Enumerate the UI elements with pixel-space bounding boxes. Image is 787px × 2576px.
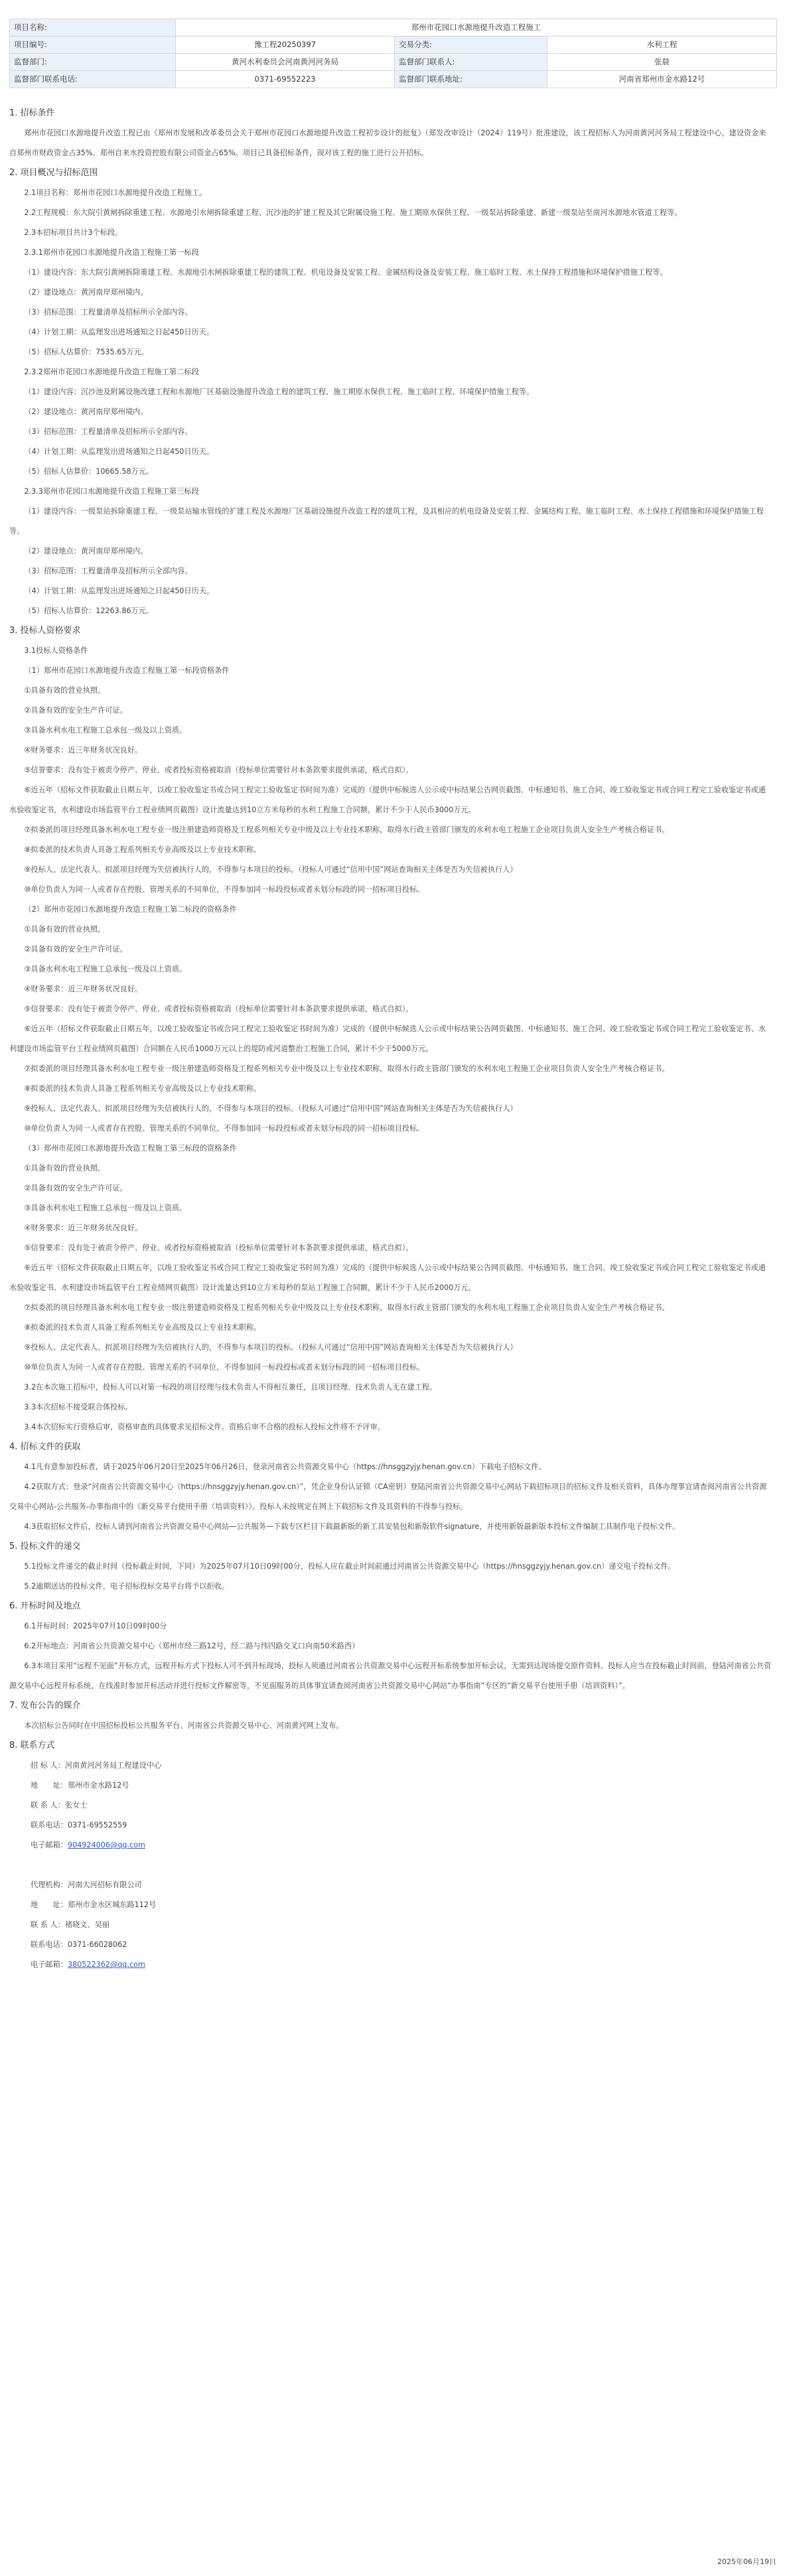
paragraph: ⑧拟委派的技术负责人具备工程系列相关专业高级及以上专业技术职称。 xyxy=(24,845,261,854)
paragraph: ⑦拟委派的项目经理具备水利水电工程专业一级注册建造师资格及工程系列相关专业中级及以上专业技术职称，取得水行政主管部门颁发的水利水电工程施工企业项目负责人安全生产考核合格证书。 xyxy=(24,1064,670,1073)
section-heading: 1. 招标条件 xyxy=(9,108,55,118)
project-name-label: 项目名称: xyxy=(10,19,176,36)
paragraph: （2）建设地点：黄河南岸郑州境内。 xyxy=(24,547,148,555)
paragraph: ⑨投标人、法定代表人、拟派项目经理为失信被执行人的，不得参与本项目的投标。（投标人可通过“信用中国”网站查询相关主体是否为失信被执行人） xyxy=(24,1343,518,1352)
announcement-body xyxy=(9,104,772,1975)
paragraph: 6.2开标地点：河南省公共资源交易中心（郑州市经三路12号，经二路与纬四路交叉口向南50米路西） xyxy=(24,1642,360,1650)
paragraph: ②具备有效的安全生产许可证。 xyxy=(24,706,127,715)
paragraph: （5）招标人估算价：12263.86万元。 xyxy=(24,607,154,615)
agency-phone: 联系电话：0371-66028062 xyxy=(31,1940,127,1949)
paragraph: 本次招标公告同时在中国招标投标公共服务平台、河南省公共资源交易中心、河南黄河网上发布。 xyxy=(24,1721,344,1730)
paragraph: （1）建设内容：一级泵站拆除重建工程、一级泵站输水管线的扩建工程及水源地厂区基础设施提升改造工程的建筑工程，及其相应的机电设备及安装工程、金属结构工程、施工临时工程、水土保持工程措施和环境保护措施工程等。 xyxy=(9,507,764,536)
paragraph: ③具备水利水电工程施工总承包一级及以上资质。 xyxy=(24,1204,187,1212)
tenderer-name: 招 标 人：河南黄河河务局工程建设中心 xyxy=(31,1761,162,1770)
supervisor-address-label: 监督部门联系地址: xyxy=(395,71,547,88)
paragraph: （3）招标范围：工程量清单及招标所示全部内容。 xyxy=(24,427,192,436)
paragraph: （1）建设内容：东大院引黄闸拆除重建工程、水源地引水闸拆除重建工程的建筑工程、机电设备及安装工程、金属结构设备及安装工程、施工临时工程、水土保持工程措施和环境保护措施工程等。 xyxy=(24,268,668,277)
paragraph: ⑨投标人、法定代表人、拟派项目经理为失信被执行人的，不得参与本项目的投标。（投标人可通过“信用中国”网站查询相关主体是否为失信被执行人） xyxy=(24,865,518,874)
paragraph: ③具备水利水电工程施工总承包一级及以上资质。 xyxy=(24,965,187,973)
tenderer-email-row xyxy=(9,1835,772,1855)
paragraph: （5）招标人估算价：7535.65万元。 xyxy=(24,348,149,356)
email-label: 电子邮箱： xyxy=(31,1960,68,1969)
paragraph: （4）计划工期：从监理发出进场通知之日起450日历天。 xyxy=(24,328,214,336)
paragraph: （3）郑州市花园口水源地提升改造工程施工第三标段的资格条件 xyxy=(24,1144,237,1153)
tenderer-phone: 联系电话：0371-69552559 xyxy=(31,1821,127,1829)
paragraph: ⑤信誉要求：没有处于被责令停产、停业、或者投标资格被取消（投标单位需要针对本条款要求提供承诺，格式自拟）。 xyxy=(24,766,413,774)
paragraph: （2）建设地点：黄河南岸郑州境内。 xyxy=(24,407,148,416)
trade-category-label: 交易分类: xyxy=(395,36,547,54)
paragraph: 3.1投标人资格条件 xyxy=(24,646,88,655)
paragraph: （2）建设地点：黄河南岸郑州境内。 xyxy=(24,288,148,297)
paragraph: （4）计划工期：从监理发出进场通知之日起450日历天。 xyxy=(24,587,214,595)
paragraph: （5）招标人估算价：10665.58万元。 xyxy=(24,467,154,476)
paragraph: 2.3.3郑州市花园口水源地提升改造工程施工第三标段 xyxy=(24,487,199,496)
paragraph: 2.3本招标项目共计3个标段。 xyxy=(24,228,123,237)
section-heading: 8. 联系方式 xyxy=(9,1741,55,1751)
paragraph: （4）计划工期：从监理发出进场通知之日起450日历天。 xyxy=(24,447,214,456)
paragraph: 郑州市花园口水源地提升改造工程已由《郑州市发展和改革委员会关于郑州市花园口水源地提升改造工程初步设计的批复》（郑发改审设计（2024）119号）批准建设，该工程招标人为河南黄河河务局工程建设中心，建设资金来自郑州市财政资金占35%、郑州自来水投资控股有限公司资金占65%。项目已具备招标条件，现对该工程的施工进行公开招标。 xyxy=(9,129,766,157)
paragraph: 4.1凡有意参加投标者，请于2025年06月20日至2025年06月26日，登录河南省公共资源交易中心（https://hnsggzyjy.henan.gov.cn）下载电子招标文件。 xyxy=(24,1463,546,1471)
supervisor-contact-label: 监督部门联系人: xyxy=(395,54,547,71)
supervisor-phone-label: 监督部门联系电话: xyxy=(10,71,176,88)
paragraph: ④财务要求：近三年财务状况良好。 xyxy=(24,985,143,993)
paragraph: ④财务要求：近三年财务状况良好。 xyxy=(24,1224,143,1232)
paragraph: ⑨投标人、法定代表人、拟派项目经理为失信被执行人的，不得参与本项目的投标。（投标人可通过“信用中国”网站查询相关主体是否为失信被执行人） xyxy=(24,1104,518,1113)
section-heading: 3. 投标人资格要求 xyxy=(9,626,81,636)
agency-address: 地 址：郑州市金水区城东路112号 xyxy=(31,1900,157,1909)
paragraph: ⑤信誉要求：没有处于被责令停产、停业、或者投标资格被取消（投标单位需要针对本条款要求提供承诺，格式自拟）。 xyxy=(24,1005,413,1013)
project-number-label: 项目编号: xyxy=(10,36,176,54)
agency-email-row xyxy=(9,1955,772,1975)
publish-date: 2025年06月19日 xyxy=(717,2557,776,2566)
tenderer-address: 地 址：郑州市金水路12号 xyxy=(31,1781,129,1790)
paragraph: ⑧拟委派的技术负责人具备工程系列相关专业高级及以上专业技术职称。 xyxy=(24,1323,261,1332)
paragraph: ⑧拟委派的技术负责人具备工程系列相关专业高级及以上专业技术职称。 xyxy=(24,1084,261,1093)
paragraph: （3）招标范围：工程量清单及招标所示全部内容。 xyxy=(24,567,192,575)
tenderer-email-link[interactable]: 904924006@qq.com xyxy=(67,1841,145,1849)
paragraph: 3.4本次招标实行资格后审，资格审查的具体要求见招标文件。资格后审不合格的投标人投标文件将不予评审。 xyxy=(24,1423,385,1431)
paragraph: ⑩单位负责人为同一人或者存在控股、管理关系的不同单位，不得参加同一标段投标或者未划分标段的同一招标项目投标。 xyxy=(24,885,425,894)
paragraph: ④财务要求：近三年财务状况良好。 xyxy=(24,746,143,754)
paragraph: ⑥近五年（招标文件获取截止日期五年，以竣工验收鉴定书或合同工程完工验收鉴定书时间为准）完成的（提供中标候选人公示或中标结果公告网页截图、中标通知书、施工合同、竣工验收鉴定书或合同工程完工验收鉴定书或通水验收鉴定书，水利建设市场监管平台工程业绩网页截图）设计流量达到10立方米每秒的水利工程施工合同额，累计不少于人民币3000万元。 xyxy=(9,786,766,814)
paragraph: ②具备有效的安全生产许可证。 xyxy=(24,1184,127,1192)
supervisor-address-value: 河南省郑州市金水路12号 xyxy=(547,71,777,88)
paragraph: 5.1投标文件递交的截止时间（投标截止时间，下同）为2025年07月10日09时00分，投标人应在截止时间前通过河南省公共资源交易中心（https://hnsggzyjy.henan.gov.cn）递交电子投标文件。 xyxy=(24,1562,676,1571)
paragraph: ①具备有效的营业执照。 xyxy=(24,925,106,934)
paragraph: （2）郑州市花园口水源地提升改造工程施工第二标段的资格条件 xyxy=(24,905,237,914)
section-heading: 7. 发布公告的媒介 xyxy=(9,1701,81,1711)
paragraph: 3.3本次招标不接受联合体投标。 xyxy=(24,1403,133,1411)
paragraph: ②具备有效的安全生产许可证。 xyxy=(24,945,127,954)
section-heading: 2. 项目概况与招标范围 xyxy=(9,168,98,178)
tenderer-contact: 联 系 人：张女士 xyxy=(31,1801,88,1810)
paragraph: 4.2获取方式：登录“河南省公共资源交易中心（https://hnsggzyjy.henan.gov.cn）”，凭企业身份认证锁（CA密钥）登陆河南省公共资源交易中心网站下载招标项目的招标文件及相关资料，具体办理事宜请查阅河南省公共资源交易中心网站-公共服务-办事指南中的《新交易平台使用手册（培训资料）》。投标人未按规定在网上下载招标文件及其资料的不得参与投标。 xyxy=(9,1482,767,1511)
supervisor-dept-label: 监督部门: xyxy=(10,54,176,71)
paragraph: ⑤信誉要求：没有处于被责令停产、停业、或者投标资格被取消（投标单位需要针对本条款要求提供承诺，格式自拟）。 xyxy=(24,1244,413,1252)
section-heading: 4. 招标文件的获取 xyxy=(9,1442,81,1452)
section-heading: 5. 投标文件的递交 xyxy=(9,1541,81,1551)
paragraph: 2.3.2郑州市花园口水源地提升改造工程施工第二标段 xyxy=(24,368,199,376)
paragraph: 6.1开标时间：2025年07月10日09时00分 xyxy=(24,1622,167,1630)
project-number-value: 豫工程20250397 xyxy=(176,36,395,54)
paragraph: 4.3获取招标文件后，投标人请到河南省公共资源交易中心网站—公共服务—下载专区栏目下载最新版的新工具安装包和新版软件signature，并使用新版最新版本投标文件编制工具制作电子投标文件。 xyxy=(24,1522,680,1531)
agency-contact: 联 系 人：褚晓文、吴丽 xyxy=(31,1920,109,1929)
paragraph: 2.1项目名称：郑州市花园口水源地提升改造工程施工。 xyxy=(24,188,207,197)
paragraph: ③具备水利水电工程施工总承包一级及以上资质。 xyxy=(24,726,187,735)
section-heading: 6. 开标时间及地点 xyxy=(9,1601,81,1611)
paragraph: ⑦拟委派的项目经理具备水利水电工程专业一级注册建造师资格及工程系列相关专业中级及以上专业技术职称，取得水行政主管部门颁发的水利水电工程施工企业项目负责人安全生产考核合格证书。 xyxy=(24,1303,670,1312)
paragraph: 5.2逾期送达的投标文件，电子招标投标交易平台将予以拒收。 xyxy=(24,1582,230,1591)
agency-email-link[interactable]: 380522362@qq.com xyxy=(67,1960,145,1969)
paragraph: 3.2在本次施工招标中，投标人可以对第一标段的项目经理与技术负责人不得相互兼任，且项目经理、技术负责人无在建工程。 xyxy=(24,1383,437,1392)
project-info-table xyxy=(9,19,777,88)
paragraph: ①具备有效的营业执照。 xyxy=(24,686,106,695)
trade-category-value: 水利工程 xyxy=(547,36,777,54)
spacer xyxy=(9,1855,772,1875)
paragraph: ⑩单位负责人为同一人或者存在控股、管理关系的不同单位，不得参加同一标段投标或者未划分标段的同一招标项目投标。 xyxy=(24,1363,425,1372)
paragraph: 2.3.1郑州市花园口水源地提升改造工程施工第一标段 xyxy=(24,248,199,257)
paragraph: ①具备有效的营业执照。 xyxy=(24,1164,106,1173)
supervisor-dept-value: 黄河水利委员会河南黄河河务局 xyxy=(176,54,395,71)
paragraph: ⑩单位负责人为同一人或者存在控股、管理关系的不同单位，不得参加同一标段投标或者未划分标段的同一招标项目投标。 xyxy=(24,1124,425,1133)
project-name-value: 郑州市花园口水源地提升改造工程施工 xyxy=(176,19,777,36)
paragraph: （3）招标范围：工程量清单及招标所示全部内容。 xyxy=(24,308,192,317)
paragraph: （1）郑州市花园口水源地提升改造工程施工第一标段资格条件 xyxy=(24,666,230,675)
paragraph: （1）建设内容：沉沙池及附属设施改建工程和水源地厂区基础设施提升改造工程的建筑工程、施工期原水保供工程、施工临时工程、环境保护措施工程等。 xyxy=(24,388,534,396)
paragraph: ⑥近五年（招标文件获取截止日期五年，以竣工验收鉴定书或合同工程完工验收鉴定书时间为准）完成的（提供中标候选人公示或中标结果公告网页截图、中标通知书、施工合同、竣工验收鉴定书或合同工程完工验收鉴定书、水利建设市场监管平台工程业绩网页截图）合同额在人民币1000万元以上的堤防或河道整治工程施工合同，累计不少于5000万元。 xyxy=(9,1025,766,1053)
paragraph: 6.3本项目采用“远程不见面”开标方式，远程开标方式下投标人可不到开标现场，投标人须通过河南省公共资源交易中心远程开标系统参加开标会议，无需到达现场提交原件资料。投标人应当在投标截止时间前，登陆河南省公共资源交易中心远程开标系统，在线准时参加开标活动并进行投标文件解密等，不见面服务的具体事宜请查阅河南省公共资源交易中心网站“办事指南”专区的“新交易平台使用手册（培训资料）”。 xyxy=(9,1662,772,1690)
supervisor-contact-value: 张晨 xyxy=(547,54,777,71)
agency-name: 代理机构：河南大河招标有限公司 xyxy=(31,1881,142,1889)
supervisor-phone-value: 0371-69552223 xyxy=(176,71,395,88)
paragraph: ⑦拟委派的项目经理具备水利水电工程专业一级注册建造师资格及工程系列相关专业中级及以上专业技术职称，取得水行政主管部门颁发的水利水电工程施工企业项目负责人安全生产考核合格证书。 xyxy=(24,825,670,834)
email-label: 电子邮箱： xyxy=(31,1841,68,1849)
paragraph: 2.2工程规模：东大院引黄闸拆除重建工程、水源地引水闸拆除重建工程、沉沙池的扩建工程及其它附属设施工程、施工期原水保供工程、一级泵站拆除重建、新建一级泵站至南河水源地水管道工程等。 xyxy=(24,208,682,217)
paragraph: ⑥近五年（招标文件获取截止日期五年，以竣工验收鉴定书或合同工程完工验收鉴定书时间为准）完成的（提供中标候选人公示或中标结果公告网页截图、中标通知书、施工合同、竣工验收鉴定书或合同工程完工验收鉴定书或通水验收鉴定书、水利建设市场监管平台工程业绩网页截图）设计流量达到10立方米每秒的泵站工程施工合同额，累计不少于人民币2000万元。 xyxy=(9,1263,766,1292)
